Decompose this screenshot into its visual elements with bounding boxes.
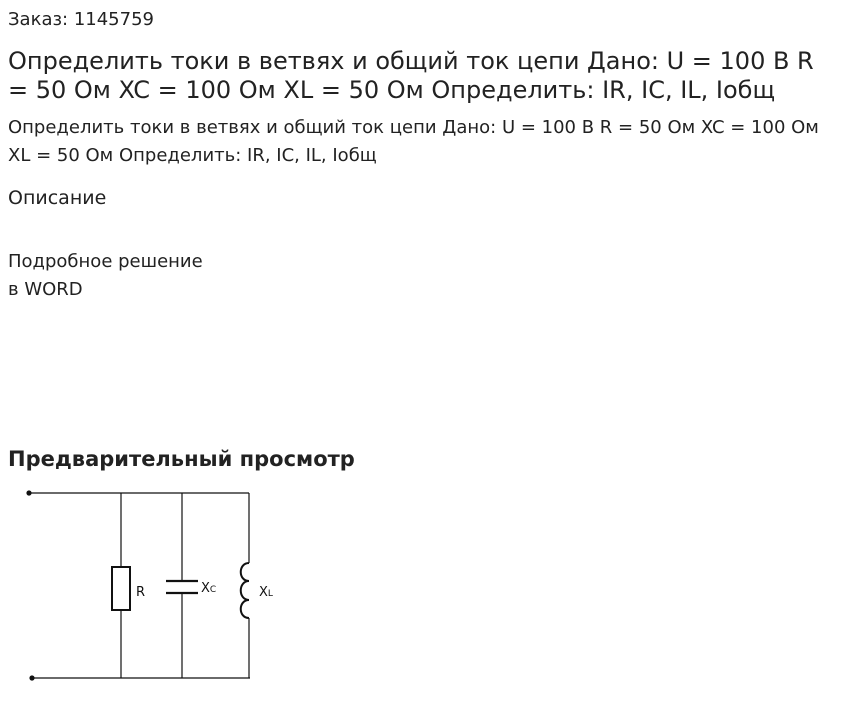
- description-line-2: в WORD: [8, 279, 83, 300]
- resistor-symbol: [112, 567, 130, 610]
- inductor-label-main: X: [259, 585, 268, 600]
- description-line-1: Подробное решение: [8, 251, 203, 272]
- inductor-label-subscript: L: [267, 589, 273, 599]
- circuit-diagram: [16, 482, 286, 692]
- input-terminal-bottom: [29, 675, 34, 680]
- capacitor-label-main: X: [201, 581, 210, 596]
- description-text: [8, 248, 203, 304]
- inductor-label: [259, 585, 273, 600]
- input-terminal-top: [26, 490, 31, 495]
- capacitor-label: [201, 581, 216, 596]
- capacitor-label-subscript: C: [209, 585, 217, 595]
- task-text: Определить токи в ветвях и общий ток цепи Дано: U = 100 В R = 50 Ом XC = 100 Ом XL = 50 Ом Определить: IR, IC, IL, Iобщ: [8, 117, 819, 166]
- order-number: Заказ: 1145759: [8, 9, 154, 30]
- page-title: Определить токи в ветвях и общий ток цепи Дано: U = 100 В R = 50 Ом XC = 100 Ом XL = 50 Ом Определить: IR, IC, IL, Iобщ: [8, 47, 814, 104]
- resistor-label: R: [136, 585, 146, 600]
- inductor-symbol: [241, 563, 249, 618]
- description-heading: Описание: [8, 187, 107, 209]
- preview-heading: Предварительный просмотр: [8, 447, 355, 471]
- capacitor-symbol: [166, 581, 198, 593]
